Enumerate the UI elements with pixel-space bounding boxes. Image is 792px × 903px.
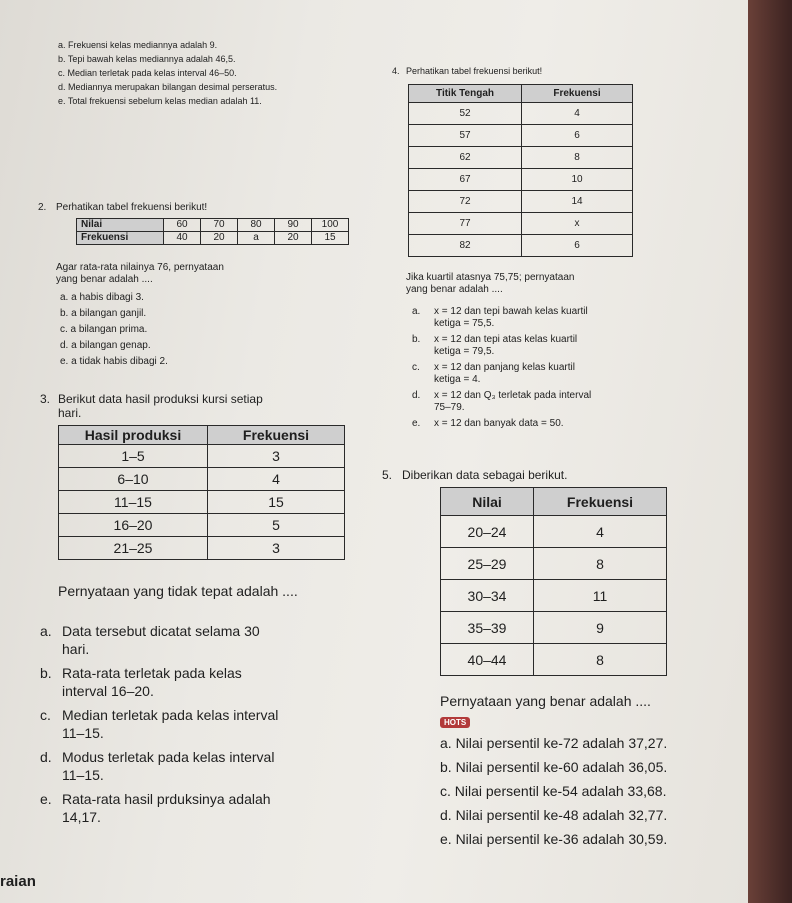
- column-header: Nilai: [441, 488, 534, 516]
- q2-option-b: b. a bilangan ganjil.: [60, 308, 147, 319]
- column-header: Frekuensi: [522, 85, 633, 103]
- q4-stem: [406, 272, 706, 296]
- option-line2: interval 16–20.: [62, 683, 154, 699]
- q2-table: [76, 218, 349, 245]
- table-cell: 67: [409, 169, 522, 191]
- table-row: [59, 537, 345, 560]
- option-line1: Rata-rata terletak pada kelas: [62, 665, 242, 681]
- table-row: [441, 612, 667, 644]
- q2-number: 2.: [38, 202, 47, 213]
- option-letter: c.: [40, 707, 51, 723]
- option-line1: x = 12 dan panjang kelas kuartil: [434, 362, 575, 373]
- q3-option-b: [40, 664, 360, 700]
- q3-table: [58, 425, 345, 560]
- table-cell: 6: [522, 235, 633, 257]
- table-cell: 35–39: [441, 612, 534, 644]
- q3-option-e: [40, 790, 360, 826]
- table-cell: 3: [208, 537, 345, 560]
- table-cell: 70: [201, 219, 238, 232]
- q5-table: [440, 487, 667, 676]
- table-cell: 9: [534, 612, 667, 644]
- q3-option-a: [40, 622, 360, 658]
- table-cell: 100: [312, 219, 349, 232]
- q2-stem: [56, 262, 356, 286]
- q2-stem-line2: yang benar adalah ....: [56, 274, 153, 285]
- table-cell: 20–24: [441, 516, 534, 548]
- table-cell: 30–34: [441, 580, 534, 612]
- table-cell: 15: [312, 232, 349, 245]
- q3-intro-line2: hari.: [58, 406, 82, 420]
- table-cell: 77: [409, 213, 522, 235]
- column-header: Titik Tengah: [409, 85, 522, 103]
- option-line2: 11–15.: [62, 767, 104, 783]
- table-row: [59, 514, 345, 537]
- table-row: [409, 213, 633, 235]
- q5-option-d: d. Nilai persentil ke-48 adalah 32,77.: [440, 807, 668, 823]
- q2-option-e: e. a tidak habis dibagi 2.: [60, 356, 168, 367]
- q3-option-d: [40, 748, 360, 784]
- table-cell: 4: [208, 468, 345, 491]
- table-cell: 15: [208, 491, 345, 514]
- q4-option-d: [412, 390, 732, 414]
- q5-number: 5.: [382, 468, 393, 482]
- table-cell: 8: [534, 548, 667, 580]
- table-header-row: [441, 488, 667, 516]
- q4-stem-line1: Jika kuartil atasnya 75,75; pernyataan: [406, 272, 575, 283]
- table-cell: 4: [534, 516, 667, 548]
- table-row: [59, 445, 345, 468]
- option-letter: d.: [40, 749, 52, 765]
- option-text: [62, 748, 274, 784]
- option-text: [434, 418, 564, 430]
- option-line2: 11–15.: [62, 725, 104, 741]
- table-row: [59, 491, 345, 514]
- table-row: [77, 219, 349, 232]
- column-header: Frekuensi: [208, 426, 345, 445]
- q1-option-d: d. Mediannya merupakan bilangan desimal perseratus.: [58, 82, 278, 92]
- q5-option-b: b. Nilai persentil ke-60 adalah 36,05.: [440, 759, 668, 775]
- table-cell: 6: [522, 125, 633, 147]
- option-text: [62, 622, 260, 658]
- table-cell: 90: [275, 219, 312, 232]
- table-row: [409, 103, 633, 125]
- option-line2: ketiga = 4.: [434, 374, 481, 385]
- option-line2: ketiga = 75,5.: [434, 318, 495, 329]
- table-cell: 25–29: [441, 548, 534, 580]
- option-line1: x = 12 dan banyak data = 50.: [434, 418, 564, 429]
- row-header: Nilai: [77, 219, 164, 232]
- option-line2: hari.: [62, 641, 90, 657]
- q1-option-b: b. Tepi bawah kelas mediannya adalah 46,5.: [58, 54, 236, 64]
- table-cell: 8: [534, 644, 667, 676]
- option-letter: b.: [412, 334, 421, 345]
- option-text: [62, 706, 278, 742]
- table-cell: 40: [164, 232, 201, 245]
- option-line1: Rata-rata hasil prduksinya adalah: [62, 791, 271, 807]
- option-line2: 14,17.: [62, 809, 101, 825]
- option-letter: c.: [412, 362, 420, 373]
- table-cell: 16–20: [59, 514, 208, 537]
- option-letter: a.: [40, 623, 52, 639]
- option-text: [434, 306, 588, 330]
- option-text: [434, 390, 591, 414]
- option-line1: x = 12 dan tepi bawah kelas kuartil: [434, 306, 588, 317]
- q4-intro: Perhatikan tabel frekuensi berikut!: [406, 66, 543, 76]
- option-letter: e.: [40, 791, 52, 807]
- q3-options: [40, 622, 360, 826]
- option-text: [434, 362, 575, 386]
- q1-options: [58, 40, 358, 107]
- q5-option-e: e. Nilai persentil ke-36 adalah 30,59.: [440, 831, 668, 847]
- table-row: [441, 644, 667, 676]
- q4-number: 4.: [392, 66, 400, 76]
- background-edge: [748, 0, 792, 903]
- q2-options: [60, 292, 360, 368]
- q4-options: [412, 306, 732, 430]
- option-letter: a.: [412, 306, 421, 317]
- table-cell: 6–10: [59, 468, 208, 491]
- q2-option-d: d. a bilangan genap.: [60, 340, 151, 351]
- q4-option-e: [412, 418, 732, 430]
- q3-question: Pernyataan yang tidak tepat adalah ....: [58, 583, 298, 599]
- option-letter: b.: [40, 665, 52, 681]
- option-text: [62, 664, 242, 700]
- q5-question: Pernyataan yang benar adalah ....: [440, 693, 651, 709]
- table-row: [77, 232, 349, 245]
- table-row: [409, 191, 633, 213]
- table-cell: 40–44: [441, 644, 534, 676]
- table-row: [409, 125, 633, 147]
- table-row: [409, 235, 633, 257]
- option-line1: Modus terletak pada kelas interval: [62, 749, 275, 765]
- option-text: [62, 790, 271, 826]
- table-cell: a: [238, 232, 275, 245]
- q2-option-a: a. a habis dibagi 3.: [60, 292, 144, 303]
- hots-badge: [440, 712, 470, 730]
- q3-intro-line1: Berikut data hasil produksi kursi setiap: [58, 392, 263, 406]
- q1-option-e: e. Total frekuensi sebelum kelas median adalah 11.: [58, 96, 262, 106]
- q3-option-c: [40, 706, 360, 742]
- q2-option-c: c. a bilangan prima.: [60, 324, 148, 335]
- q5-options: [440, 734, 745, 848]
- table-cell: 20: [201, 232, 238, 245]
- option-line1: Median terletak pada kelas interval: [62, 707, 279, 723]
- table-cell: 62: [409, 147, 522, 169]
- table-cell: 82: [409, 235, 522, 257]
- table-row: [441, 548, 667, 580]
- table-cell: 11: [534, 580, 667, 612]
- table-cell: 5: [208, 514, 345, 537]
- table-cell: 10: [522, 169, 633, 191]
- table-cell: 3: [208, 445, 345, 468]
- table-cell: 20: [275, 232, 312, 245]
- option-line1: x = 12 dan Q₃ terletak pada interval: [434, 390, 592, 401]
- table-header-row: [59, 426, 345, 445]
- option-text: [434, 334, 577, 358]
- option-letter: d.: [412, 390, 421, 401]
- table-row: [59, 468, 345, 491]
- option-line1: x = 12 dan tepi atas kelas kuartil: [434, 334, 578, 345]
- table-row: [409, 169, 633, 191]
- table-cell: 60: [164, 219, 201, 232]
- table-cell: 14: [522, 191, 633, 213]
- table-cell: 21–25: [59, 537, 208, 560]
- table-cell: 57: [409, 125, 522, 147]
- column-header: Hasil produksi: [59, 426, 208, 445]
- q1-option-c: c. Median terletak pada kelas interval 46–50.: [58, 68, 237, 78]
- q3-intro: [58, 392, 358, 420]
- q3-number: 3.: [40, 392, 51, 406]
- table-row: [409, 147, 633, 169]
- option-line2: ketiga = 79,5.: [434, 346, 495, 357]
- section-footer: raian: [0, 873, 36, 890]
- hots-label: HOTS: [440, 717, 470, 728]
- table-cell: 8: [522, 147, 633, 169]
- q4-table: [408, 84, 633, 257]
- q5-option-c: c. Nilai persentil ke-54 adalah 33,68.: [440, 783, 667, 799]
- q4-option-a: [412, 306, 732, 330]
- table-cell: x: [522, 213, 633, 235]
- q4-option-b: [412, 334, 732, 358]
- q5-option-a: a. Nilai persentil ke-72 adalah 37,27.: [440, 735, 668, 751]
- table-cell: 80: [238, 219, 275, 232]
- table-header-row: [409, 85, 633, 103]
- option-line1: Data tersebut dicatat selama 30: [62, 623, 260, 639]
- option-line2: 75–79.: [434, 402, 465, 413]
- table-row: [441, 580, 667, 612]
- table-cell: 52: [409, 103, 522, 125]
- q1-option-a: a. Frekuensi kelas mediannya adalah 9.: [58, 40, 218, 50]
- table-row: [441, 516, 667, 548]
- table-cell: 11–15: [59, 491, 208, 514]
- table-cell: 72: [409, 191, 522, 213]
- option-letter: e.: [412, 418, 421, 429]
- q4-stem-line2: yang benar adalah ....: [406, 284, 503, 295]
- q2-intro: Perhatikan tabel frekuensi berikut!: [56, 202, 208, 213]
- q2-stem-line1: Agar rata-rata nilainya 76, pernyataan: [56, 262, 224, 273]
- table-cell: 4: [522, 103, 633, 125]
- table-cell: 1–5: [59, 445, 208, 468]
- q4-option-c: [412, 362, 732, 386]
- q5-intro: Diberikan data sebagai berikut.: [402, 468, 568, 482]
- row-header: Frekuensi: [77, 232, 164, 245]
- column-header: Frekuensi: [534, 488, 667, 516]
